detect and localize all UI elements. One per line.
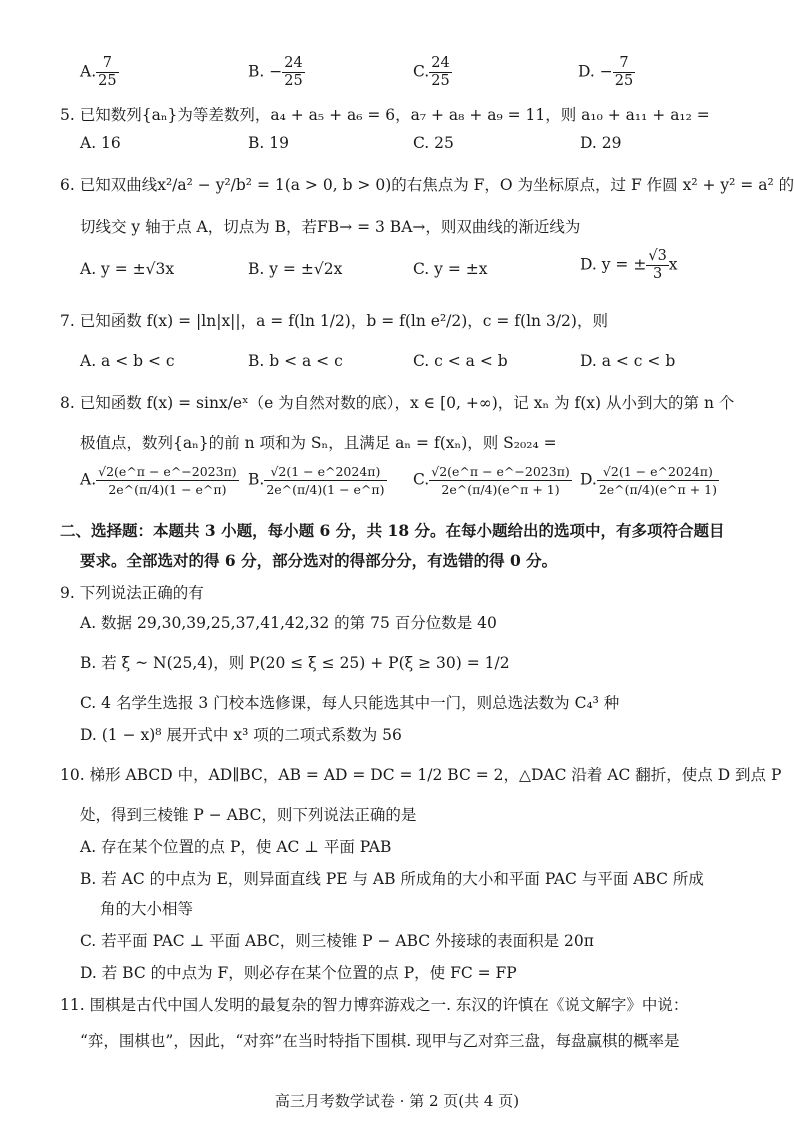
q10-option-b-line2: 角的大小相等 bbox=[100, 900, 194, 918]
q4-option-c: C. $\frac{24}{25}$ bbox=[413, 55, 450, 89]
q5-option-c: C. 25 bbox=[413, 134, 454, 152]
q4-option-a: A. $\frac{7}{25}$ bbox=[80, 55, 117, 89]
q8-option-d: D. $\frac{√2(1 - e\^{}2024\pi)}{2e\^{}(\pi/4)(e\^{}\pi + 1)}$ bbox=[580, 464, 717, 497]
q11-stem-line2: “弈，围棋也”，因此，“对弈”在当时特指下围棋. 现甲与乙对弈三盘，每盘赢棋的概率是 bbox=[80, 1032, 680, 1050]
section2-heading-line2: 要求。全部选对的得 6 分，部分选对的得部分分，有选错的得 0 分。 bbox=[80, 551, 558, 570]
q6-stem-line2: 切线交 y 轴于点 A，切点为 B，若FB→ = 3 BA→，则双曲线的渐近线为 bbox=[80, 218, 581, 236]
q8-stem-line1: 8. 已知函数 f(x) = sinx/eˣ（e 为自然对数的底），x ∈ [0, +∞)，记 xₙ 为 f(x) 从小到大的第 n 个 bbox=[60, 394, 735, 412]
page-footer: 高三月考数学试卷 · 第 2 页(共 4 页) bbox=[274, 1092, 520, 1110]
q8-option-c: C. $\frac{√2(e\^{}\pi - e\^{}-2023\pi)}{2e\^{}(\pi/4)(e\^{}\pi + 1)}$ bbox=[413, 464, 570, 497]
q10-stem-line1: 10. 梯形 ABCD 中，AD∥BC，AB = AD = DC = 1/2 BC = 2，△DAC 沿着 AC 翻折，使点 D 到点 P bbox=[60, 766, 782, 784]
q9-stem: 9. 下列说法正确的有 bbox=[60, 584, 204, 602]
q6-option-d: D. y = ± $\frac{√3}{3}$ x bbox=[580, 248, 678, 282]
q9-option-c: C. 4 名学生选报 3 门校本选修课，每人只能选其中一门，则总选法数为 C₄³ 种 bbox=[80, 694, 620, 712]
q10-option-c: C. 若平面 PAC ⊥ 平面 ABC，则三棱锥 P − ABC 外接球的表面积是 20π bbox=[80, 932, 594, 950]
q6-option-c: C. y = ±x bbox=[413, 260, 488, 278]
q6-stem-line1: 6. 已知双曲线x²/a² − y²/b² = 1(a > 0, b > 0)的右焦点为 F，O 为坐标原点，过 F 作圆 x² + y² = a² 的 bbox=[60, 176, 794, 194]
q10-option-a: A. 存在某个位置的点 P，使 AC ⊥ 平面 PAB bbox=[80, 838, 392, 856]
q5-stem: 5. 已知数列{aₙ}为等差数列，a₄ + a₅ + a₆ = 6，a₇ + a₈ + a₉ = 11，则 a₁₀ + a₁₁ + a₁₂ = bbox=[60, 106, 710, 124]
q11-stem-line1: 11. 围棋是古代中国人发明的最复杂的智力博弈游戏之一. 东汉的许慎在《说文解字》中说： bbox=[60, 996, 689, 1014]
q10-option-d: D. 若 BC 的中点为 F，则必存在某个位置的点 P，使 FC = FP bbox=[80, 964, 517, 982]
q7-option-a: A. a < b < c bbox=[80, 352, 175, 370]
q6-option-b: B. y = ±√2x bbox=[248, 260, 343, 278]
q10-option-b-line1: B. 若 AC 的中点为 E，则异面直线 PE 与 AB 所成角的大小和平面 PAC 与平面 ABC 所成 bbox=[80, 870, 704, 888]
q7-option-b: B. b < a < c bbox=[248, 352, 343, 370]
q5-option-b: B. 19 bbox=[248, 134, 289, 152]
q9-option-a: A. 数据 29,30,39,25,37,41,42,32 的第 75 百分位数是 40 bbox=[80, 614, 497, 632]
q8-stem-line2: 极值点，数列{aₙ}的前 n 项和为 Sₙ，且满足 aₙ = f(xₙ)，则 S₂₀₂₄ = bbox=[80, 434, 557, 452]
q9-option-d: D. (1 − x)⁸ 展开式中 x³ 项的二项式系数为 56 bbox=[80, 726, 402, 744]
q4-option-d: D. − $\frac{7}{25}$ bbox=[578, 55, 634, 89]
q7-option-c: C. c < a < b bbox=[413, 352, 508, 370]
q8-option-a: A. $\frac{√2(e\^{}\pi - e\^{}-2023\pi)}{2e\^{}(\pi/4)(1 - e\^{}\pi)}$ bbox=[80, 464, 237, 497]
q5-option-d: D. 29 bbox=[580, 134, 622, 152]
q7-stem: 7. 已知函数 f(x) = |ln|x||，a = f(ln 1/2)，b = f(ln e²/2)，c = f(ln 3/2)，则 bbox=[60, 312, 608, 330]
q8-option-b: B. $\frac{√2(1 - e\^{}2024\pi)}{2e\^{}(\pi/4)(1 - e\^{}\pi)}$ bbox=[248, 464, 385, 497]
q6-option-a: A. y = ±√3x bbox=[80, 260, 175, 278]
q9-option-b: B. 若 ξ ~ N(25,4)，则 P(20 ≤ ξ ≤ 25) + P(ξ ≥ 30) = 1/2 bbox=[80, 654, 510, 672]
q5-option-a: A. 16 bbox=[80, 134, 121, 152]
q10-stem-line2: 处，得到三棱锥 P − ABC，则下列说法正确的是 bbox=[80, 806, 417, 824]
section2-heading-line1: 二、选择题：本题共 3 小题，每小题 6 分，共 18 分。在每小题给出的选项中，有多项符合题目 bbox=[60, 521, 725, 540]
q4-option-b: B. − $\frac{24}{25}$ bbox=[248, 55, 303, 89]
q7-option-d: D. a < c < b bbox=[580, 352, 676, 370]
